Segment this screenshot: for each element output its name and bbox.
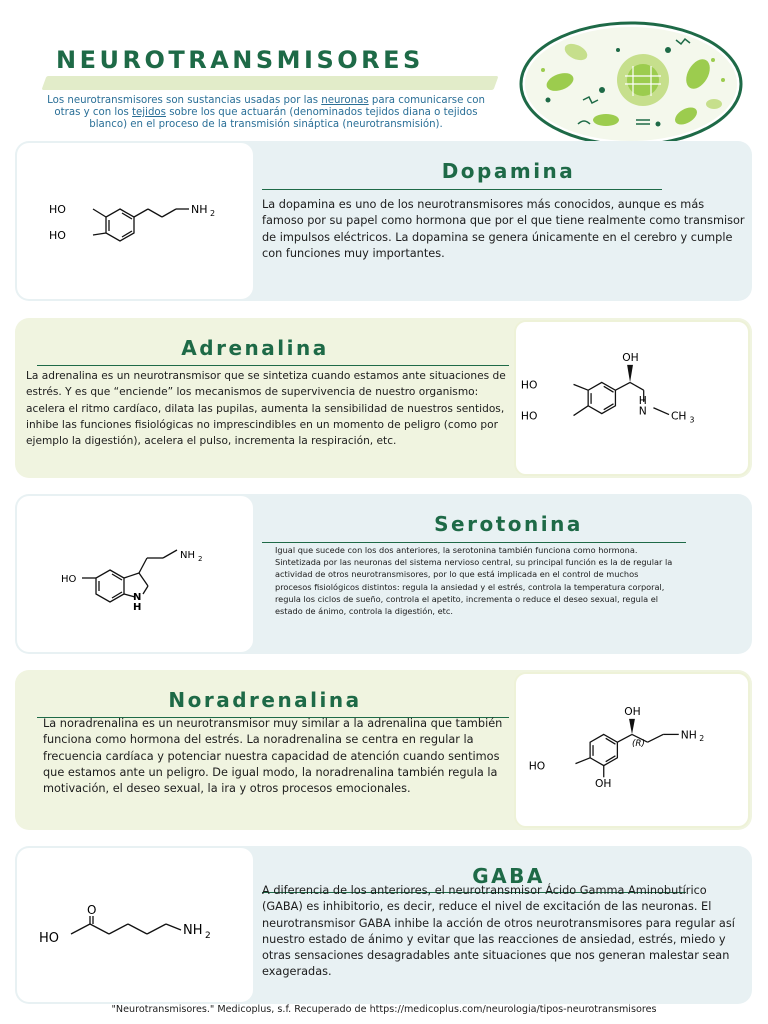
noradrenalina-label-sub: 2 — [699, 734, 705, 744]
noradrenalina-text: La noradrenalina es un neurotransmisor muy similar a la adrenalina que también funciona como hormona del estrés. La noradrenalina se centra en regular la frecuencia cardíaca y potenciar nuestra capacidad de atención cuando sentimos que estamos ante un peligro. De igual modo, la noradrenalina también regula la motivación, el deseo sexual, la ira y otros procesos emocionales. — [43, 717, 503, 796]
card-dopamina — [15, 141, 752, 301]
dopamina-label-ho-2: HO — [49, 229, 66, 242]
dopamina-divider — [262, 189, 662, 190]
page-title: NEUROTRANSMISORES — [56, 46, 424, 74]
gaba-label-o: O — [87, 903, 97, 917]
adrenalina-label-ho-1: HO — [520, 378, 538, 392]
intro-text — [40, 95, 492, 131]
dopamina-label-nh: NH — [191, 203, 208, 216]
tejidos-link[interactable]: tejidos — [132, 107, 166, 118]
noradrenalina-heading: Noradrenalina — [168, 688, 362, 712]
gaba-label-ho: HO — [39, 931, 60, 946]
dopamina-label-sub: 2 — [210, 209, 216, 218]
noradrenalina-label-r: (R) — [632, 739, 645, 750]
noradrenalina-label-oh-2: OH — [594, 777, 612, 791]
gaba-label-sub: 2 — [205, 931, 211, 941]
intro-part-3: sobre los que actuarán (denominados tejidos diana o tejidos blanco) en el proceso de la transmisión sináptica (neurotransmisión). — [89, 107, 478, 130]
serotonina-label-h: H — [133, 602, 142, 613]
noradrenalina-label-nh: NH — [680, 728, 697, 742]
noradrenalina-label-ho: HO — [528, 759, 546, 773]
dopamina-label-ho-1: HO — [49, 203, 66, 216]
serotonina-text: Igual que sucede con los dos anteriores, la serotonina también funciona como hormona. Sintetizada por las neuronas del sistema nervioso central, su principal función es la de regular la actividad de otros neurotransmisores, por lo que está implicada en el control de muchos procesos fisiológicos distintos: regula la ansiedad y el estrés, controla la temperatura corporal, regula los ciclos de sueño, controla el apetito, incrementa o reduce el deseo sexual, regula el estado de ánimo, controla la digestión, etc. — [275, 545, 673, 617]
serotonina-label-sub: 2 — [198, 555, 203, 563]
dopamina-heading: Dopamina — [441, 159, 576, 183]
card-serotonina — [15, 494, 752, 654]
neuronas-link[interactable]: neuronas — [321, 95, 369, 106]
gaba-heading: GABA — [472, 864, 545, 888]
adrenalina-label-ch: CH — [670, 409, 687, 423]
dopamina-structure — [17, 143, 253, 299]
intro-part-1: Los neurotransmisores son sustancias usadas por las — [47, 95, 322, 106]
gaba-label-nh: NH — [183, 923, 203, 938]
adrenalina-divider — [37, 365, 509, 366]
card-gaba — [15, 846, 752, 1004]
serotonina-structure — [17, 496, 253, 652]
serotonina-label-n: N — [133, 592, 142, 603]
card-noradrenalina — [15, 670, 752, 830]
title-stripe — [41, 76, 498, 90]
serotonina-divider — [262, 542, 686, 543]
noradrenalina-label-oh: OH — [624, 704, 641, 718]
serotonina-label-ho: HO — [61, 574, 77, 585]
citation-footer: "Neurotransmisores." Medicoplus, s.f. Recuperado de https://medicoplus.com/neurologia/tipos-neurotransmisores — [111, 1004, 657, 1015]
adrenalina-label-ho-2: HO — [520, 409, 538, 423]
adrenalina-label-oh: OH — [622, 350, 639, 364]
noradrenalina-structure — [514, 672, 750, 828]
adrenalina-text: La adrenalina es un neurotransmisor que se sintetiza cuando estamos ante situaciones de estrés. Y es que “enciende” los mecanismos de supervivencia de nuestro organismo: acelera el ritmo cardíaco, dilata las pupilas, aumenta la sensibilidad de nuestros sentidos, inhibe las funciones fisiológicas no imprescindibles en un momento de peligro (como por ejemplo la digestión), acelera el pulso, incrementa la respiración, etc. — [26, 370, 506, 448]
serotonina-label-nh: NH — [180, 550, 195, 561]
serotonina-heading: Serotonina — [434, 512, 583, 536]
cell-illustration — [518, 20, 744, 148]
intro-part-2: para comunicarse con otras y con los — [54, 95, 485, 118]
adrenalina-structure — [514, 320, 750, 476]
gaba-text: A diferencia de los anteriores, el neurotransmisor Ácido Gamma Aminobutírico (GABA) es inhibitorio, es decir, reduce el nivel de excitación de las neuronas. El neurotransmisor GABA inhibe la acción de otros neurotransmisores para regular así nuestro estado de ánimo y evitar que las reacciones de ansiedad, estrés, miedo y otras sensaciones desagradables ante situaciones que nos generan malestar sean exageradas. — [262, 884, 735, 979]
adrenalina-label-h: H — [638, 393, 647, 407]
adrenalina-label-sub: 3 — [689, 415, 695, 425]
adrenalina-heading: Adrenalina — [181, 336, 329, 360]
dopamina-text: La dopamina es uno de los neurotransmisores más conocidos, aunque es más famoso por su papel como hormona que por el que tiene realmente como transmisor de impulsos eléctricos. La dopamina se genera únicamente en el cerebro y cumple con funciones muy importantes. — [262, 198, 745, 260]
card-adrenalina — [15, 318, 752, 478]
adrenalina-label-n: N — [638, 404, 647, 418]
gaba-structure — [17, 848, 253, 1002]
